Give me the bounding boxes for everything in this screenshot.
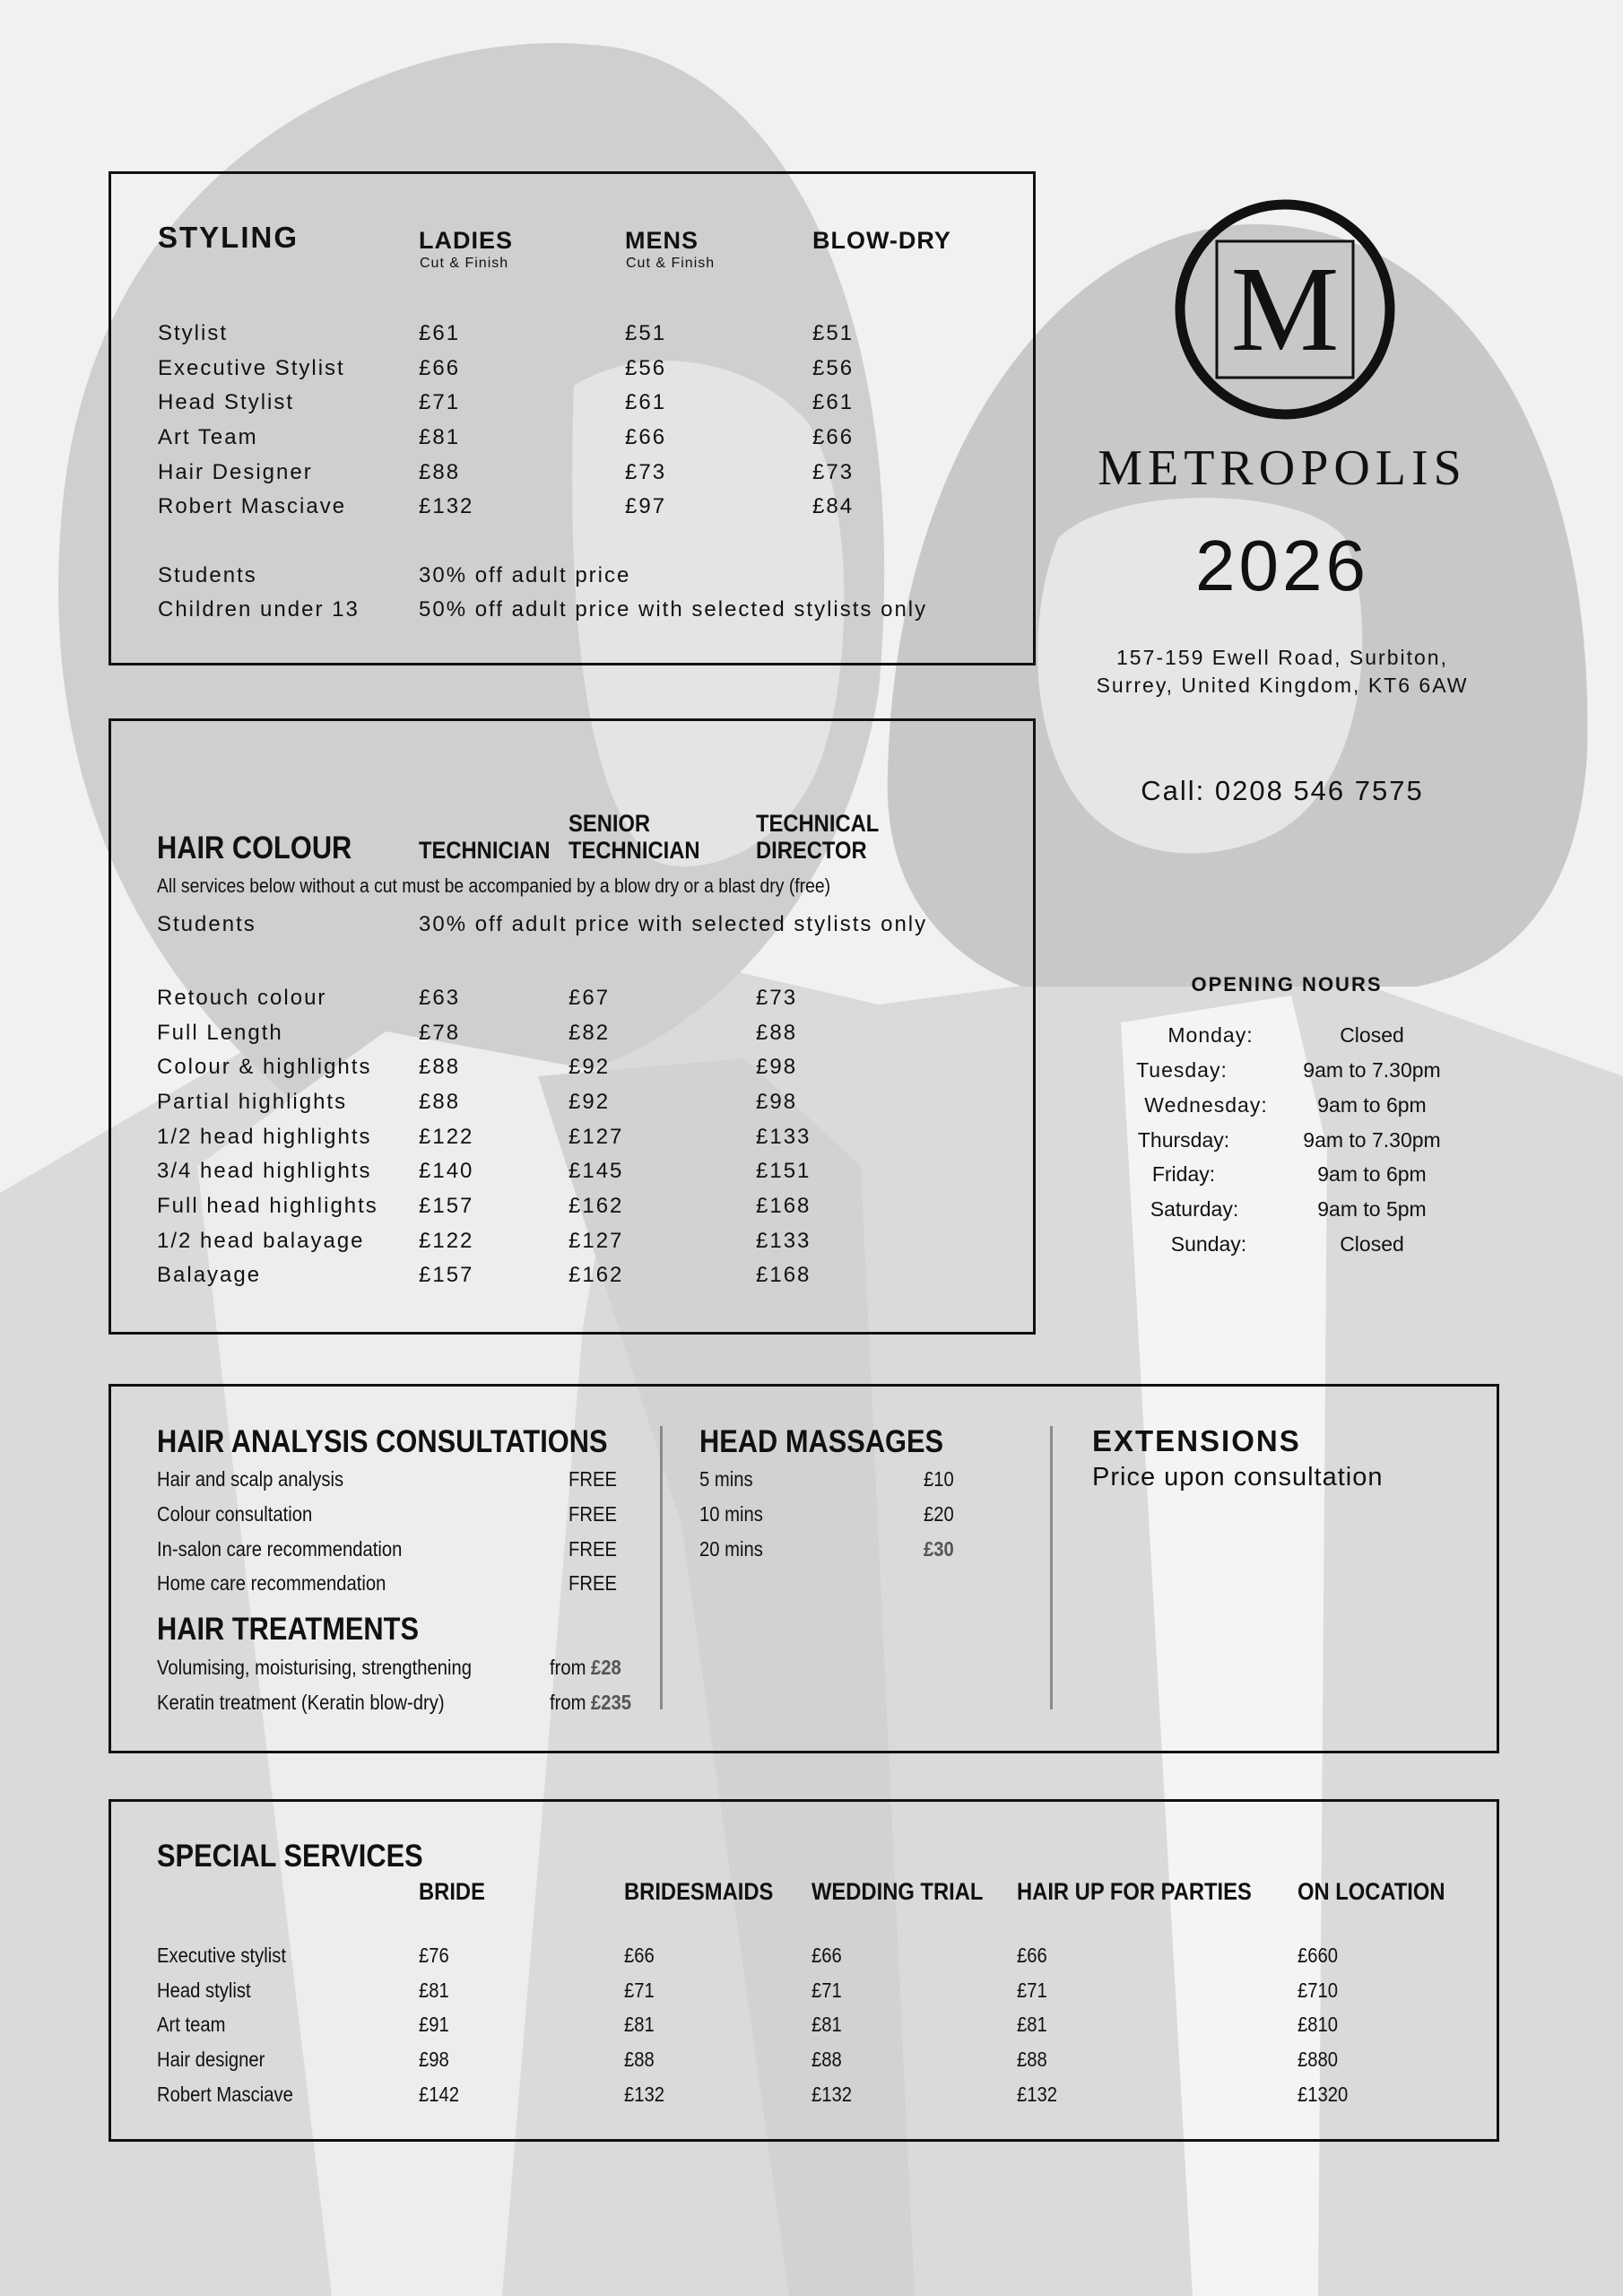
styling-row-name: Executive Stylist (158, 356, 345, 380)
special-row-trial-price: £66 (812, 1944, 842, 1967)
hours-time: Closed (1340, 1232, 1404, 1256)
extensions-title: EXTENSIONS (1092, 1424, 1301, 1457)
colour-row-senior-price: £127 (568, 1229, 624, 1253)
children-discount: 50% off adult price with selected stylists only (419, 597, 928, 622)
colour-row-senior-price: £82 (568, 1021, 611, 1045)
colour-row-name: 1/2 head balayage (157, 1229, 365, 1253)
colour-row-senior-price: £145 (568, 1159, 624, 1183)
ladies-column-header: LADIES (419, 227, 514, 254)
styling-row-mens-price: £56 (625, 356, 667, 380)
column-divider (1050, 1426, 1053, 1709)
colour-row-senior-price: £127 (568, 1125, 624, 1149)
styling-row-blowdry-price: £66 (812, 425, 855, 449)
special-row-hairup-price: £88 (1017, 2048, 1047, 2071)
styling-title: STYLING (158, 221, 299, 254)
massage-row-duration: 10 mins (699, 1502, 763, 1526)
special-row-name: Executive stylist (157, 1944, 286, 1967)
styling-row-ladies-price: £132 (419, 494, 474, 518)
bride-column-header: BRIDE (419, 1878, 485, 1905)
special-row-bride-price: £81 (419, 1979, 449, 2002)
logo-letter: M (1230, 242, 1340, 377)
mens-column-subheader: Cut & Finish (626, 256, 716, 271)
hours-day: Wednesday: (1144, 1093, 1268, 1117)
colour-row-name: Balayage (157, 1263, 262, 1287)
analysis-row-name: In-salon care recommendation (157, 1537, 403, 1561)
colour-students-label: Students (157, 912, 256, 936)
colour-row-director-price: £133 (756, 1229, 812, 1253)
students-label: Students (158, 563, 257, 587)
styling-row-blowdry-price: £61 (812, 390, 855, 414)
styling-row-blowdry-price: £56 (812, 356, 855, 380)
hair-analysis-title: HAIR ANALYSIS CONSULTATIONS (157, 1424, 608, 1459)
styling-row-blowdry-price: £73 (812, 460, 855, 484)
styling-row-ladies-price: £88 (419, 460, 461, 484)
special-row-name: Robert Masciave (157, 2083, 293, 2106)
special-row-name: Head stylist (157, 1979, 251, 2002)
special-row-bridesmaids-price: £132 (624, 2083, 665, 2106)
colour-row-director-price: £73 (756, 986, 798, 1010)
colour-row-senior-price: £92 (568, 1090, 611, 1114)
special-services-title: SPECIAL SERVICES (157, 1839, 423, 1874)
colour-row-technician-price: £78 (419, 1021, 461, 1045)
technical-director-header-line2: DIRECTOR (756, 837, 867, 864)
special-row-bride-price: £142 (419, 2083, 460, 2106)
styling-row-mens-price: £66 (625, 425, 667, 449)
technician-column-header: TECHNICIAN (419, 837, 551, 864)
special-row-bridesmaids-price: £71 (624, 1979, 655, 2002)
analysis-row-price: FREE (568, 1571, 617, 1595)
hair-treatments-title: HAIR TREATMENTS (157, 1612, 420, 1647)
massage-row-price: £30 (924, 1537, 954, 1561)
hours-time: 9am to 5pm (1317, 1197, 1427, 1221)
special-row-location-price: £710 (1298, 1979, 1339, 2002)
colour-row-senior-price: £162 (568, 1263, 624, 1287)
analysis-row-name: Home care recommendation (157, 1571, 386, 1595)
hours-day: Saturday: (1150, 1197, 1239, 1221)
styling-row-ladies-price: £81 (419, 425, 461, 449)
year: 2026 (1195, 526, 1369, 605)
special-row-bride-price: £91 (419, 2013, 449, 2036)
hours-time: 9am to 6pm (1317, 1093, 1427, 1117)
analysis-row-price: FREE (568, 1502, 617, 1526)
styling-row-mens-price: £73 (625, 460, 667, 484)
colour-row-director-price: £98 (756, 1090, 798, 1114)
styling-row-name: Head Stylist (158, 390, 295, 414)
extensions-price-text: Price upon consultation (1092, 1463, 1384, 1492)
special-row-location-price: £810 (1298, 2013, 1339, 2036)
special-row-trial-price: £81 (812, 2013, 842, 2036)
styling-row-name: Stylist (158, 321, 229, 345)
colour-students-discount: 30% off adult price with selected stylists only (419, 912, 928, 936)
hair-up-column-header: HAIR UP FOR PARTIES (1017, 1878, 1252, 1905)
colour-row-technician-price: £88 (419, 1055, 461, 1079)
colour-row-name: 1/2 head highlights (157, 1125, 372, 1149)
styling-row-name: Robert Masciave (158, 494, 347, 518)
treatment-row-name: Keratin treatment (Keratin blow-dry) (157, 1691, 445, 1714)
styling-row-blowdry-price: £84 (812, 494, 855, 518)
colour-row-director-price: £88 (756, 1021, 798, 1045)
analysis-row-price: FREE (568, 1467, 617, 1491)
styling-row-ladies-price: £61 (419, 321, 461, 345)
colour-row-director-price: £168 (756, 1194, 812, 1218)
colour-row-name: Retouch colour (157, 986, 327, 1010)
massage-row-duration: 5 mins (699, 1467, 753, 1491)
colour-row-senior-price: £162 (568, 1194, 624, 1218)
hours-time: Closed (1340, 1023, 1404, 1047)
wedding-trial-column-header: WEDDING TRIAL (812, 1878, 984, 1905)
colour-row-technician-price: £63 (419, 986, 461, 1010)
treatment-row-price: £235 (591, 1691, 632, 1714)
special-row-bridesmaids-price: £81 (624, 2013, 655, 2036)
children-label: Children under 13 (158, 597, 360, 622)
colour-row-name: Full Length (157, 1021, 283, 1045)
massage-row-price: £10 (924, 1467, 954, 1491)
colour-row-director-price: £151 (756, 1159, 812, 1183)
hours-day: Sunday: (1170, 1232, 1247, 1256)
special-row-bride-price: £98 (419, 2048, 449, 2071)
styling-row-mens-price: £61 (625, 390, 667, 414)
colour-row-name: Full head highlights (157, 1194, 378, 1218)
head-massages-title: HEAD MASSAGES (699, 1424, 944, 1459)
hours-day: Tuesday: (1136, 1058, 1228, 1082)
column-divider (660, 1426, 663, 1709)
hours-time: 9am to 7.30pm (1303, 1128, 1441, 1152)
analysis-row-name: Colour consultation (157, 1502, 313, 1526)
blow-dry-column-header: BLOW-DRY (812, 227, 951, 254)
on-location-column-header: ON LOCATION (1298, 1878, 1445, 1905)
styling-row-mens-price: £97 (625, 494, 667, 518)
analysis-row-price: FREE (568, 1537, 617, 1561)
special-row-name: Art team (157, 2013, 226, 2036)
massage-row-duration: 20 mins (699, 1537, 763, 1561)
hair-colour-note: All services below without a cut must be accompanied by a blow dry or a blast dry (free) (157, 874, 831, 897)
colour-row-technician-price: £157 (419, 1194, 474, 1218)
special-row-bride-price: £76 (419, 1944, 449, 1967)
colour-row-name: Colour & highlights (157, 1055, 372, 1079)
treatment-row-name: Volumising, moisturising, strengthening (157, 1656, 473, 1679)
special-row-location-price: £660 (1298, 1944, 1339, 1967)
special-row-trial-price: £71 (812, 1979, 842, 2002)
treatment-row-price: £28 (591, 1656, 621, 1679)
analysis-row-name: Hair and scalp analysis (157, 1467, 344, 1491)
colour-row-name: 3/4 head highlights (157, 1159, 372, 1183)
special-row-hairup-price: £132 (1017, 2083, 1058, 2106)
colour-row-name: Partial highlights (157, 1090, 348, 1114)
technical-director-header-line1: TECHNICAL (756, 810, 880, 837)
hours-time: 9am to 6pm (1317, 1162, 1427, 1186)
hair-colour-title: HAIR COLOUR (157, 831, 352, 865)
special-row-bridesmaids-price: £66 (624, 1944, 655, 1967)
styling-row-ladies-price: £71 (419, 390, 461, 414)
senior-technician-header-line2: TECHNICIAN (568, 837, 700, 864)
special-row-location-price: £1320 (1298, 2083, 1349, 2106)
colour-row-technician-price: £122 (419, 1125, 474, 1149)
special-row-hairup-price: £81 (1017, 2013, 1047, 2036)
colour-row-technician-price: £140 (419, 1159, 474, 1183)
colour-row-technician-price: £157 (419, 1263, 474, 1287)
special-row-bridesmaids-price: £88 (624, 2048, 655, 2071)
address-line-1: 157-159 Ewell Road, Surbiton, (1116, 646, 1448, 669)
hours-time: 9am to 7.30pm (1303, 1058, 1441, 1082)
special-row-name: Hair designer (157, 2048, 265, 2071)
special-row-hairup-price: £71 (1017, 1979, 1047, 2002)
special-row-hairup-price: £66 (1017, 1944, 1047, 1967)
students-discount: 30% off adult price (419, 563, 631, 587)
opening-hours-title: OPENING NOURS (1191, 973, 1383, 996)
styling-row-ladies-price: £66 (419, 356, 461, 380)
colour-row-technician-price: £88 (419, 1090, 461, 1114)
treatment-row-from: from (550, 1656, 586, 1679)
hours-day: Thursday: (1137, 1128, 1230, 1152)
brand-name: METROPOLIS (1098, 440, 1467, 496)
styling-row-name: Hair Designer (158, 460, 313, 484)
bridesmaids-column-header: BRIDESMAIDS (624, 1878, 774, 1905)
ladies-column-subheader: Cut & Finish (420, 256, 509, 271)
styling-row-blowdry-price: £51 (812, 321, 855, 345)
hours-day: Friday: (1151, 1162, 1216, 1186)
address-line-2: Surrey, United Kingdom, KT6 6AW (1096, 674, 1469, 697)
massage-row-price: £20 (924, 1502, 954, 1526)
senior-technician-header-line1: SENIOR (568, 810, 651, 837)
colour-row-senior-price: £67 (568, 986, 611, 1010)
special-row-trial-price: £132 (812, 2083, 853, 2106)
colour-row-director-price: £98 (756, 1055, 798, 1079)
special-row-location-price: £880 (1298, 2048, 1339, 2071)
styling-row-name: Art Team (158, 425, 258, 449)
mens-column-header: MENS (625, 227, 699, 254)
phone-number[interactable]: Call: 0208 546 7575 (1141, 775, 1424, 806)
hours-day: Monday: (1167, 1023, 1254, 1047)
colour-row-technician-price: £122 (419, 1229, 474, 1253)
colour-row-director-price: £168 (756, 1263, 812, 1287)
special-row-trial-price: £88 (812, 2048, 842, 2071)
styling-row-mens-price: £51 (625, 321, 667, 345)
colour-row-director-price: £133 (756, 1125, 812, 1149)
colour-row-senior-price: £92 (568, 1055, 611, 1079)
treatment-row-from: from (550, 1691, 586, 1714)
